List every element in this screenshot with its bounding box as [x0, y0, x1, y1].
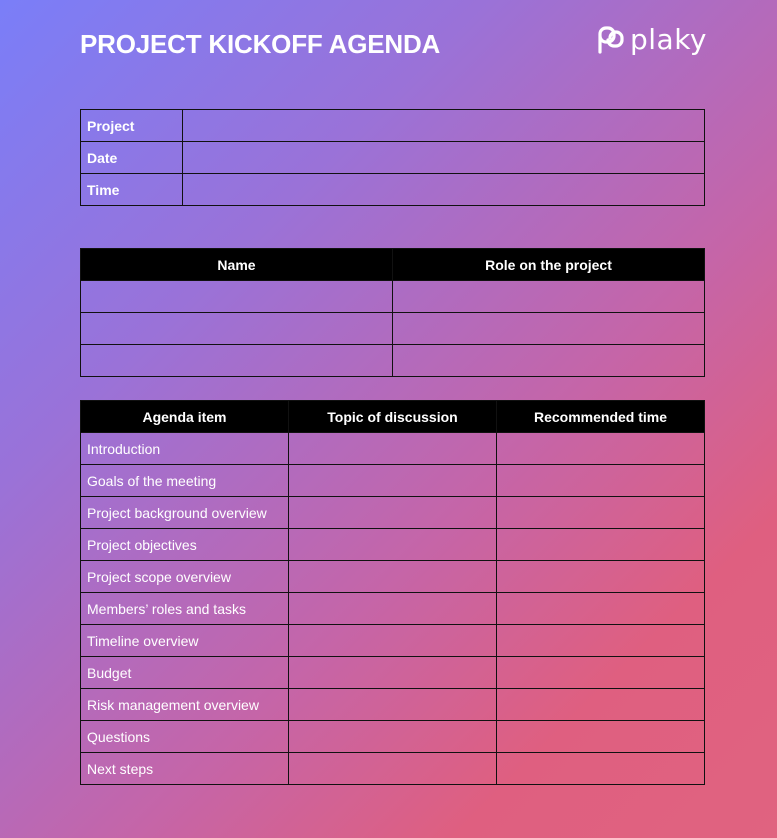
- agenda-item-cell: Goals of the meeting: [81, 465, 289, 497]
- project-label: Project: [81, 110, 183, 142]
- time-cell[interactable]: [497, 561, 705, 593]
- table-row: [81, 142, 705, 174]
- table-row: [81, 465, 705, 497]
- topic-cell[interactable]: [289, 721, 497, 753]
- topic-cell[interactable]: [289, 529, 497, 561]
- topic-cell[interactable]: [289, 465, 497, 497]
- role-column-header: Role on the project: [393, 249, 705, 281]
- agenda-item-cell: Timeline overview: [81, 625, 289, 657]
- time-cell[interactable]: [497, 433, 705, 465]
- table-row: [81, 433, 705, 465]
- topic-cell[interactable]: [289, 497, 497, 529]
- table-row: [81, 110, 705, 142]
- time-label: Time: [81, 174, 183, 206]
- agenda-item-column-header: Agenda item: [81, 401, 289, 433]
- table-header-row: [81, 401, 705, 433]
- agenda-item-cell: Members’ roles and tasks: [81, 593, 289, 625]
- member-role-cell[interactable]: [393, 313, 705, 345]
- name-column-header: Name: [81, 249, 393, 281]
- table-row: [81, 345, 705, 377]
- table-row: [81, 721, 705, 753]
- agenda-item-cell: Project scope overview: [81, 561, 289, 593]
- table-row: [81, 593, 705, 625]
- time-cell[interactable]: [497, 529, 705, 561]
- topic-cell[interactable]: [289, 753, 497, 785]
- topic-cell[interactable]: [289, 433, 497, 465]
- agenda-item-cell: Questions: [81, 721, 289, 753]
- table-header-row: [81, 249, 705, 281]
- agenda-table: [80, 400, 705, 785]
- topic-cell[interactable]: [289, 561, 497, 593]
- topic-cell[interactable]: [289, 689, 497, 721]
- topic-cell[interactable]: [289, 625, 497, 657]
- table-row: [81, 689, 705, 721]
- time-cell[interactable]: [497, 753, 705, 785]
- agenda-item-cell: Budget: [81, 657, 289, 689]
- table-row: [81, 497, 705, 529]
- page-title: PROJECT KICKOFF AGENDA: [80, 29, 441, 59]
- member-role-cell[interactable]: [393, 281, 705, 313]
- agenda-item-cell: Project background overview: [81, 497, 289, 529]
- time-value-field[interactable]: [183, 174, 705, 206]
- table-row: [81, 561, 705, 593]
- member-role-cell[interactable]: [393, 345, 705, 377]
- plaky-logo-icon: [596, 26, 624, 54]
- project-info-table: [80, 109, 705, 206]
- time-cell[interactable]: [497, 721, 705, 753]
- time-cell[interactable]: [497, 593, 705, 625]
- agenda-item-cell: Risk management overview: [81, 689, 289, 721]
- recommended-time-column-header: Recommended time: [497, 401, 705, 433]
- table-row: [81, 657, 705, 689]
- member-name-cell[interactable]: [81, 281, 393, 313]
- members-table: [80, 248, 705, 377]
- time-cell[interactable]: [497, 465, 705, 497]
- table-row: [81, 281, 705, 313]
- table-row: [81, 625, 705, 657]
- brand-name: plaky: [630, 23, 707, 56]
- topic-cell[interactable]: [289, 593, 497, 625]
- topic-cell[interactable]: [289, 657, 497, 689]
- project-value-field[interactable]: [183, 110, 705, 142]
- time-cell[interactable]: [497, 689, 705, 721]
- agenda-item-cell: Next steps: [81, 753, 289, 785]
- table-row: [81, 313, 705, 345]
- date-value-field[interactable]: [183, 142, 705, 174]
- time-cell[interactable]: [497, 657, 705, 689]
- date-label: Date: [81, 142, 183, 174]
- agenda-item-cell: Introduction: [81, 433, 289, 465]
- table-row: [81, 174, 705, 206]
- member-name-cell[interactable]: [81, 313, 393, 345]
- member-name-cell[interactable]: [81, 345, 393, 377]
- time-cell[interactable]: [497, 625, 705, 657]
- table-row: [81, 529, 705, 561]
- agenda-item-cell: Project objectives: [81, 529, 289, 561]
- time-cell[interactable]: [497, 497, 705, 529]
- topic-column-header: Topic of discussion: [289, 401, 497, 433]
- table-row: [81, 753, 705, 785]
- brand-logo: [596, 24, 707, 56]
